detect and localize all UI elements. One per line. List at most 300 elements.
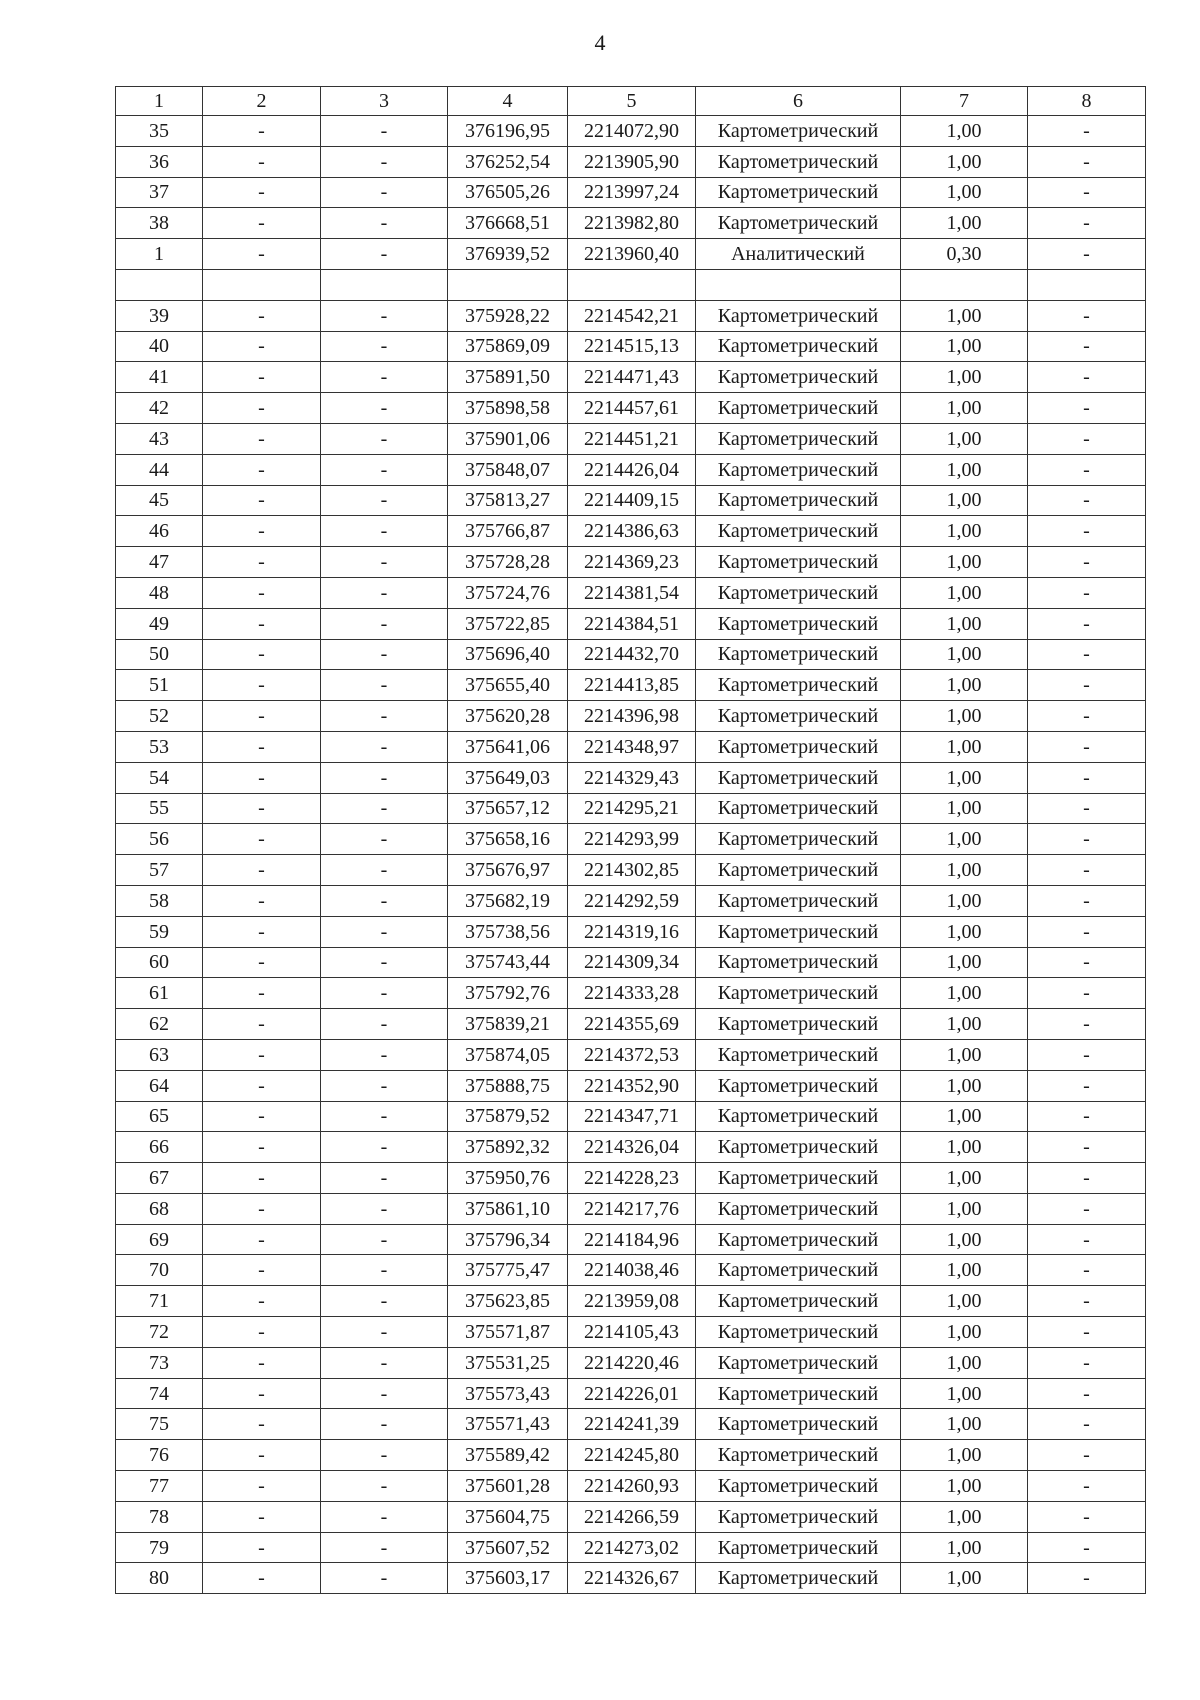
- col8-cell: -: [1028, 824, 1146, 855]
- col8-cell: -: [1028, 793, 1146, 824]
- col8-cell: -: [1028, 608, 1146, 639]
- method-cell: Картометрический: [696, 1286, 901, 1317]
- point-number-cell: 39: [116, 300, 203, 331]
- y-coordinate-cell: 2214372,53: [568, 1039, 696, 1070]
- method-cell: Картометрический: [696, 577, 901, 608]
- col2-cell: -: [203, 177, 321, 208]
- accuracy-cell: 1,00: [901, 1409, 1028, 1440]
- col3-cell: -: [321, 1224, 448, 1255]
- accuracy-cell: [901, 269, 1028, 300]
- y-coordinate-cell: 2214241,39: [568, 1409, 696, 1440]
- col2-cell: -: [203, 978, 321, 1009]
- y-coordinate-cell: 2214217,76: [568, 1193, 696, 1224]
- accuracy-cell: 1,00: [901, 1563, 1028, 1594]
- header-cell: 4: [448, 87, 568, 116]
- col3-cell: -: [321, 1563, 448, 1594]
- method-cell: Картометрический: [696, 1009, 901, 1040]
- col3-cell: -: [321, 1409, 448, 1440]
- col2-cell: -: [203, 1163, 321, 1194]
- x-coordinate-cell: 375571,87: [448, 1317, 568, 1348]
- accuracy-cell: 1,00: [901, 1532, 1028, 1563]
- col2-cell: -: [203, 701, 321, 732]
- method-cell: Картометрический: [696, 1347, 901, 1378]
- col2-cell: -: [203, 331, 321, 362]
- col2-cell: -: [203, 547, 321, 578]
- method-cell: Картометрический: [696, 1440, 901, 1471]
- point-number-cell: 72: [116, 1317, 203, 1348]
- x-coordinate-cell: 375603,17: [448, 1563, 568, 1594]
- point-number-cell: [116, 269, 203, 300]
- table-row: [116, 1224, 1146, 1255]
- point-number-cell: 55: [116, 793, 203, 824]
- point-number-cell: 59: [116, 916, 203, 947]
- accuracy-cell: 1,00: [901, 762, 1028, 793]
- point-number-cell: 76: [116, 1440, 203, 1471]
- y-coordinate-cell: 2214409,15: [568, 485, 696, 516]
- point-number-cell: 60: [116, 947, 203, 978]
- x-coordinate-cell: 375738,56: [448, 916, 568, 947]
- method-cell: Картометрический: [696, 331, 901, 362]
- col3-cell: -: [321, 516, 448, 547]
- point-number-cell: 57: [116, 855, 203, 886]
- col8-cell: -: [1028, 762, 1146, 793]
- accuracy-cell: 1,00: [901, 978, 1028, 1009]
- point-number-cell: 37: [116, 177, 203, 208]
- y-coordinate-cell: 2213960,40: [568, 239, 696, 270]
- accuracy-cell: 1,00: [901, 701, 1028, 732]
- method-cell: Картометрический: [696, 485, 901, 516]
- x-coordinate-cell: [448, 269, 568, 300]
- method-cell: Картометрический: [696, 916, 901, 947]
- y-coordinate-cell: 2214293,99: [568, 824, 696, 855]
- table-row: [116, 1563, 1146, 1594]
- method-cell: Картометрический: [696, 300, 901, 331]
- method-cell: Картометрический: [696, 1132, 901, 1163]
- accuracy-cell: 1,00: [901, 331, 1028, 362]
- header-cell: 2: [203, 87, 321, 116]
- y-coordinate-cell: 2214451,21: [568, 423, 696, 454]
- col3-cell: -: [321, 177, 448, 208]
- coordinates-table: [115, 86, 1146, 1594]
- accuracy-cell: 1,00: [901, 393, 1028, 424]
- method-cell: Картометрический: [696, 855, 901, 886]
- col3-cell: -: [321, 362, 448, 393]
- x-coordinate-cell: 376505,26: [448, 177, 568, 208]
- accuracy-cell: 1,00: [901, 916, 1028, 947]
- accuracy-cell: 1,00: [901, 423, 1028, 454]
- point-number-cell: 44: [116, 454, 203, 485]
- table-row: [116, 1440, 1146, 1471]
- col8-cell: -: [1028, 1255, 1146, 1286]
- col2-cell: -: [203, 454, 321, 485]
- col8-cell: -: [1028, 1347, 1146, 1378]
- y-coordinate-cell: 2213959,08: [568, 1286, 696, 1317]
- point-number-cell: 52: [116, 701, 203, 732]
- table-row: [116, 1286, 1146, 1317]
- method-cell: Картометрический: [696, 793, 901, 824]
- method-cell: Картометрический: [696, 978, 901, 1009]
- x-coordinate-cell: 375796,34: [448, 1224, 568, 1255]
- col8-cell: -: [1028, 1471, 1146, 1502]
- col8-cell: -: [1028, 177, 1146, 208]
- y-coordinate-cell: 2214072,90: [568, 116, 696, 147]
- col8-cell: -: [1028, 947, 1146, 978]
- point-number-cell: 43: [116, 423, 203, 454]
- accuracy-cell: 1,00: [901, 1501, 1028, 1532]
- x-coordinate-cell: 375888,75: [448, 1070, 568, 1101]
- point-number-cell: 54: [116, 762, 203, 793]
- accuracy-cell: 1,00: [901, 1471, 1028, 1502]
- col2-cell: -: [203, 1532, 321, 1563]
- table-row: [116, 116, 1146, 147]
- method-cell: Картометрический: [696, 1224, 901, 1255]
- y-coordinate-cell: 2214471,43: [568, 362, 696, 393]
- y-coordinate-cell: 2214329,43: [568, 762, 696, 793]
- x-coordinate-cell: 375682,19: [448, 885, 568, 916]
- col2-cell: -: [203, 208, 321, 239]
- y-coordinate-cell: 2214396,98: [568, 701, 696, 732]
- header-cell: 7: [901, 87, 1028, 116]
- method-cell: Картометрический: [696, 670, 901, 701]
- x-coordinate-cell: 375571,43: [448, 1409, 568, 1440]
- table-row: [116, 978, 1146, 1009]
- y-coordinate-cell: 2214226,01: [568, 1378, 696, 1409]
- y-coordinate-cell: 2214355,69: [568, 1009, 696, 1040]
- col2-cell: -: [203, 1070, 321, 1101]
- accuracy-cell: 1,00: [901, 1347, 1028, 1378]
- y-coordinate-cell: 2214260,93: [568, 1471, 696, 1502]
- y-coordinate-cell: 2214184,96: [568, 1224, 696, 1255]
- y-coordinate-cell: 2214038,46: [568, 1255, 696, 1286]
- point-number-cell: 51: [116, 670, 203, 701]
- x-coordinate-cell: 375813,27: [448, 485, 568, 516]
- col3-cell: [321, 269, 448, 300]
- table-row: [116, 762, 1146, 793]
- col8-cell: -: [1028, 300, 1146, 331]
- y-coordinate-cell: 2214333,28: [568, 978, 696, 1009]
- point-number-cell: 58: [116, 885, 203, 916]
- y-coordinate-cell: 2213982,80: [568, 208, 696, 239]
- point-number-cell: 75: [116, 1409, 203, 1440]
- col8-cell: -: [1028, 1563, 1146, 1594]
- table-row: [116, 1532, 1146, 1563]
- point-number-cell: 71: [116, 1286, 203, 1317]
- col2-cell: -: [203, 1193, 321, 1224]
- col2-cell: -: [203, 731, 321, 762]
- y-coordinate-cell: 2214348,97: [568, 731, 696, 762]
- table-row: [116, 1409, 1146, 1440]
- col3-cell: -: [321, 916, 448, 947]
- accuracy-cell: 1,00: [901, 1224, 1028, 1255]
- x-coordinate-cell: 375848,07: [448, 454, 568, 485]
- col8-cell: -: [1028, 1409, 1146, 1440]
- x-coordinate-cell: 375861,10: [448, 1193, 568, 1224]
- col2-cell: -: [203, 1009, 321, 1040]
- point-number-cell: 48: [116, 577, 203, 608]
- point-number-cell: 77: [116, 1471, 203, 1502]
- col3-cell: -: [321, 978, 448, 1009]
- y-coordinate-cell: 2214381,54: [568, 577, 696, 608]
- point-number-cell: 65: [116, 1101, 203, 1132]
- table-row: [116, 362, 1146, 393]
- header-cell: 1: [116, 87, 203, 116]
- method-cell: Картометрический: [696, 701, 901, 732]
- table-row: [116, 577, 1146, 608]
- table-row: [116, 1163, 1146, 1194]
- table-row: [116, 885, 1146, 916]
- col8-cell: -: [1028, 670, 1146, 701]
- page-number: 4: [594, 30, 606, 55]
- accuracy-cell: 1,00: [901, 793, 1028, 824]
- col3-cell: -: [321, 1132, 448, 1163]
- method-cell: Картометрический: [696, 1501, 901, 1532]
- col8-cell: -: [1028, 855, 1146, 886]
- col2-cell: -: [203, 1440, 321, 1471]
- col8-cell: -: [1028, 1163, 1146, 1194]
- col3-cell: -: [321, 793, 448, 824]
- col8-cell: -: [1028, 485, 1146, 516]
- y-coordinate-cell: 2214515,13: [568, 331, 696, 362]
- method-cell: Картометрический: [696, 423, 901, 454]
- point-number-cell: 68: [116, 1193, 203, 1224]
- x-coordinate-cell: 375724,76: [448, 577, 568, 608]
- accuracy-cell: 1,00: [901, 1070, 1028, 1101]
- col3-cell: -: [321, 701, 448, 732]
- x-coordinate-cell: 375696,40: [448, 639, 568, 670]
- col8-cell: -: [1028, 1501, 1146, 1532]
- method-cell: Картометрический: [696, 1070, 901, 1101]
- accuracy-cell: 1,00: [901, 1101, 1028, 1132]
- accuracy-cell: 1,00: [901, 362, 1028, 393]
- y-coordinate-cell: 2214245,80: [568, 1440, 696, 1471]
- point-number-cell: 1: [116, 239, 203, 270]
- method-cell: Картометрический: [696, 454, 901, 485]
- header-cell: 5: [568, 87, 696, 116]
- col8-cell: -: [1028, 208, 1146, 239]
- table-row: [116, 731, 1146, 762]
- col3-cell: -: [321, 208, 448, 239]
- method-cell: Картометрический: [696, 1532, 901, 1563]
- x-coordinate-cell: 375722,85: [448, 608, 568, 639]
- col2-cell: -: [203, 1101, 321, 1132]
- accuracy-cell: 1,00: [901, 885, 1028, 916]
- y-coordinate-cell: 2214292,59: [568, 885, 696, 916]
- col2-cell: -: [203, 885, 321, 916]
- accuracy-cell: 1,00: [901, 1378, 1028, 1409]
- x-coordinate-cell: 375891,50: [448, 362, 568, 393]
- x-coordinate-cell: 375531,25: [448, 1347, 568, 1378]
- col3-cell: -: [321, 639, 448, 670]
- method-cell: Картометрический: [696, 362, 901, 393]
- col2-cell: -: [203, 1471, 321, 1502]
- y-coordinate-cell: 2214105,43: [568, 1317, 696, 1348]
- table-row: [116, 177, 1146, 208]
- x-coordinate-cell: 375604,75: [448, 1501, 568, 1532]
- y-coordinate-cell: [568, 269, 696, 300]
- y-coordinate-cell: 2214457,61: [568, 393, 696, 424]
- col8-cell: -: [1028, 978, 1146, 1009]
- col3-cell: -: [321, 116, 448, 147]
- point-number-cell: 64: [116, 1070, 203, 1101]
- table-row: [116, 701, 1146, 732]
- method-cell: Картометрический: [696, 639, 901, 670]
- table-header-row: [116, 87, 1146, 116]
- col8-cell: -: [1028, 1286, 1146, 1317]
- point-number-cell: 80: [116, 1563, 203, 1594]
- y-coordinate-cell: 2214228,23: [568, 1163, 696, 1194]
- accuracy-cell: 1,00: [901, 116, 1028, 147]
- col3-cell: -: [321, 577, 448, 608]
- col3-cell: -: [321, 1440, 448, 1471]
- col8-cell: -: [1028, 1070, 1146, 1101]
- x-coordinate-cell: 375775,47: [448, 1255, 568, 1286]
- accuracy-cell: 1,00: [901, 1009, 1028, 1040]
- table-row: [116, 547, 1146, 578]
- y-coordinate-cell: 2214542,21: [568, 300, 696, 331]
- table-row: [116, 1193, 1146, 1224]
- x-coordinate-cell: 375655,40: [448, 670, 568, 701]
- col3-cell: -: [321, 485, 448, 516]
- method-cell: Аналитический: [696, 239, 901, 270]
- accuracy-cell: 1,00: [901, 547, 1028, 578]
- table-row: [116, 269, 1146, 300]
- col3-cell: -: [321, 670, 448, 701]
- point-number-cell: 69: [116, 1224, 203, 1255]
- point-number-cell: 63: [116, 1039, 203, 1070]
- method-cell: Картометрический: [696, 1409, 901, 1440]
- col3-cell: -: [321, 762, 448, 793]
- table-row: [116, 516, 1146, 547]
- col3-cell: -: [321, 885, 448, 916]
- col3-cell: -: [321, 547, 448, 578]
- y-coordinate-cell: 2213905,90: [568, 146, 696, 177]
- y-coordinate-cell: 2214266,59: [568, 1501, 696, 1532]
- point-number-cell: 74: [116, 1378, 203, 1409]
- point-number-cell: 61: [116, 978, 203, 1009]
- accuracy-cell: 1,00: [901, 146, 1028, 177]
- x-coordinate-cell: 375589,42: [448, 1440, 568, 1471]
- col8-cell: -: [1028, 1101, 1146, 1132]
- col3-cell: -: [321, 1317, 448, 1348]
- x-coordinate-cell: 375601,28: [448, 1471, 568, 1502]
- x-coordinate-cell: 375657,12: [448, 793, 568, 824]
- col2-cell: -: [203, 239, 321, 270]
- accuracy-cell: 0,30: [901, 239, 1028, 270]
- accuracy-cell: 1,00: [901, 208, 1028, 239]
- y-coordinate-cell: 2214220,46: [568, 1347, 696, 1378]
- col3-cell: -: [321, 947, 448, 978]
- col2-cell: -: [203, 855, 321, 886]
- accuracy-cell: 1,00: [901, 824, 1028, 855]
- col3-cell: -: [321, 1347, 448, 1378]
- x-coordinate-cell: 375743,44: [448, 947, 568, 978]
- col3-cell: -: [321, 393, 448, 424]
- accuracy-cell: 1,00: [901, 1317, 1028, 1348]
- y-coordinate-cell: 2214369,23: [568, 547, 696, 578]
- y-coordinate-cell: 2214384,51: [568, 608, 696, 639]
- x-coordinate-cell: 375573,43: [448, 1378, 568, 1409]
- table-row: [116, 670, 1146, 701]
- point-number-cell: 40: [116, 331, 203, 362]
- col3-cell: -: [321, 1039, 448, 1070]
- table-row: [116, 1255, 1146, 1286]
- point-number-cell: 66: [116, 1132, 203, 1163]
- col3-cell: -: [321, 1532, 448, 1563]
- table-body: [116, 116, 1146, 1594]
- y-coordinate-cell: 2213997,24: [568, 177, 696, 208]
- method-cell: Картометрический: [696, 1317, 901, 1348]
- x-coordinate-cell: 375874,05: [448, 1039, 568, 1070]
- col2-cell: -: [203, 116, 321, 147]
- col8-cell: -: [1028, 701, 1146, 732]
- col8-cell: -: [1028, 362, 1146, 393]
- method-cell: Картометрический: [696, 947, 901, 978]
- col8-cell: -: [1028, 885, 1146, 916]
- col3-cell: -: [321, 454, 448, 485]
- x-coordinate-cell: 375649,03: [448, 762, 568, 793]
- col8-cell: -: [1028, 1532, 1146, 1563]
- table-row: [116, 1101, 1146, 1132]
- method-cell: Картометрический: [696, 177, 901, 208]
- x-coordinate-cell: 376252,54: [448, 146, 568, 177]
- col8-cell: -: [1028, 423, 1146, 454]
- table-row: [116, 947, 1146, 978]
- y-coordinate-cell: 2214386,63: [568, 516, 696, 547]
- y-coordinate-cell: 2214352,90: [568, 1070, 696, 1101]
- method-cell: Картометрический: [696, 116, 901, 147]
- table-row: [116, 1132, 1146, 1163]
- x-coordinate-cell: 375839,21: [448, 1009, 568, 1040]
- col2-cell: -: [203, 1132, 321, 1163]
- method-cell: Картометрический: [696, 1471, 901, 1502]
- col2-cell: -: [203, 516, 321, 547]
- accuracy-cell: 1,00: [901, 1440, 1028, 1471]
- col8-cell: -: [1028, 916, 1146, 947]
- table-row: [116, 239, 1146, 270]
- point-number-cell: 62: [116, 1009, 203, 1040]
- method-cell: [696, 269, 901, 300]
- method-cell: Картометрический: [696, 762, 901, 793]
- col2-cell: -: [203, 793, 321, 824]
- method-cell: Картометрический: [696, 1378, 901, 1409]
- col3-cell: -: [321, 824, 448, 855]
- table-row: [116, 423, 1146, 454]
- point-number-cell: 56: [116, 824, 203, 855]
- table-row: [116, 393, 1146, 424]
- point-number-cell: 79: [116, 1532, 203, 1563]
- accuracy-cell: 1,00: [901, 947, 1028, 978]
- header-cell: 3: [321, 87, 448, 116]
- x-coordinate-cell: 375869,09: [448, 331, 568, 362]
- col2-cell: -: [203, 577, 321, 608]
- x-coordinate-cell: 375766,87: [448, 516, 568, 547]
- x-coordinate-cell: 376196,95: [448, 116, 568, 147]
- accuracy-cell: 1,00: [901, 670, 1028, 701]
- table-row: [116, 454, 1146, 485]
- table-row: [116, 608, 1146, 639]
- table-row: [116, 1347, 1146, 1378]
- col2-cell: -: [203, 1317, 321, 1348]
- method-cell: Картометрический: [696, 1563, 901, 1594]
- accuracy-cell: 1,00: [901, 1132, 1028, 1163]
- col3-cell: -: [321, 146, 448, 177]
- col2-cell: -: [203, 1501, 321, 1532]
- y-coordinate-cell: 2214302,85: [568, 855, 696, 886]
- method-cell: Картометрический: [696, 146, 901, 177]
- accuracy-cell: 1,00: [901, 177, 1028, 208]
- col2-cell: -: [203, 1255, 321, 1286]
- col2-cell: -: [203, 824, 321, 855]
